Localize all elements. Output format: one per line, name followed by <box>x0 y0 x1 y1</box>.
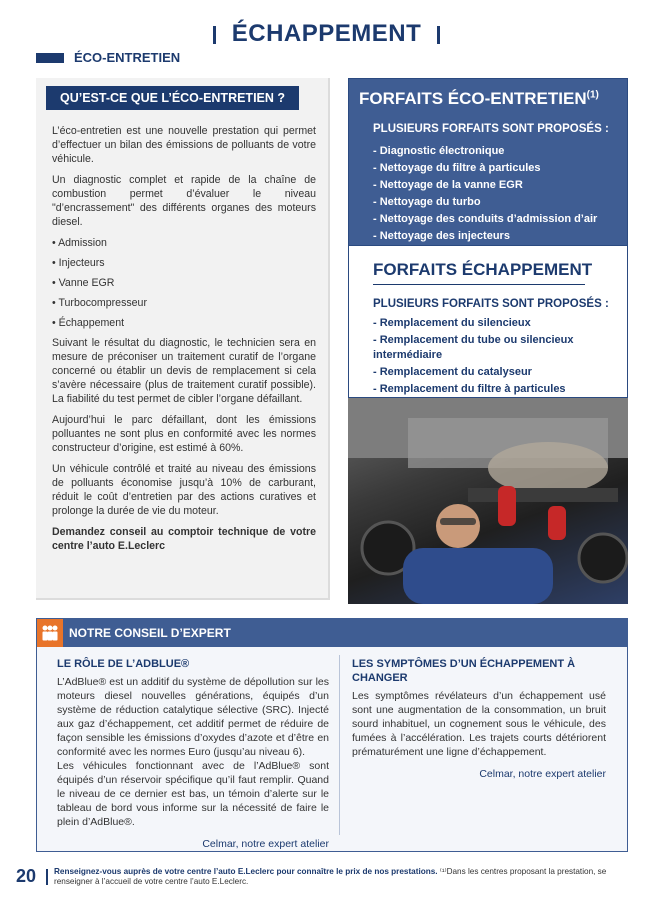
symptoms-column <box>352 657 606 781</box>
list-item: - Diagnostic électronique <box>373 145 505 157</box>
forfaits-echappement-title: FORFAITS ÉCHAPPEMENT <box>373 260 593 279</box>
footer-text <box>54 867 638 886</box>
expert-advice-heading: NOTRE CONSEIL D’EXPERT <box>69 626 231 640</box>
list-item: - Remplacement du catalyseur <box>373 366 532 378</box>
expert-advice-header <box>37 619 627 647</box>
eco-entretien-box <box>36 78 330 600</box>
paragraph: Un diagnostic complet et rapide de la chaîne de combustion permet d’évaluer le niveau "d’encrassement" des différents organes des moteurs diesel. <box>52 174 316 228</box>
forfaits-echappement-box <box>348 246 628 398</box>
list-item: • Turbocompresseur <box>52 297 147 309</box>
forfaits-eco-subtitle: PLUSIEURS FORFAITS SONT PROPOSÉS : <box>373 123 609 135</box>
list-item: - Remplacement du tube ou silencieux intermédiaire <box>373 334 574 361</box>
list-item: - Nettoyage des conduits d’admission d’air <box>373 213 598 225</box>
forfaits-echappement-subtitle: PLUSIEURS FORFAITS SONT PROPOSÉS : <box>373 298 609 310</box>
list-item: • Échappement <box>52 317 125 329</box>
list-item: - Nettoyage du turbo <box>373 196 481 208</box>
list-item: • Admission <box>52 237 107 249</box>
footer-bar <box>46 869 48 885</box>
section-tag-label: ÉCO-ENTRETIEN <box>74 50 181 65</box>
list-item: - Nettoyage des injecteurs <box>373 230 510 242</box>
title-bar-left <box>213 26 216 44</box>
list-item: - Nettoyage du filtre à particules <box>373 162 541 174</box>
section-tag <box>36 50 180 65</box>
list-item: • Vanne EGR <box>52 277 115 289</box>
forfaits-eco-title-text: FORFAITS ÉCO-ENTRETIEN <box>359 89 587 108</box>
cta-text: Demandez conseil au comptoir technique de votre centre l’auto E.Leclerc <box>52 526 316 552</box>
people-icon <box>37 619 63 647</box>
title-bar-right <box>437 26 440 44</box>
mechanic-photo <box>348 398 628 604</box>
paragraph: Les symptômes révélateurs d’un échappement usé sont une augmentation de la consommation, un bruit sourd inhabituel, un cognement sous le véhicule, des fumées à l’accélération. Les trajets courts détériorent prématurément une ligne d’échappement. <box>352 690 606 758</box>
footer-note: ⁽¹⁾Dans les centres proposant la prestation, se renseigner à l’accueil de votre centre l’auto E.Leclerc. <box>54 867 607 886</box>
divider <box>373 284 585 285</box>
footnote-marker: (1) <box>586 89 599 101</box>
symptoms-title: LES SYMPTÔMES D’UN ÉCHAPPEMENT À CHANGER <box>352 658 576 684</box>
list-item: • Injecteurs <box>52 257 105 269</box>
forfaits-eco-title <box>359 89 599 109</box>
mechanic-illustration <box>348 398 628 604</box>
organ-list <box>52 236 316 330</box>
paragraph: Suivant le résultat du diagnostic, le technicien sera en mesure de préconiser un traitement curatif de l’organe concerné ou établir un devis de remplacement si cela s’avère nécessaire (plus de traitement curatif possible). La fiabilité du test permet de cibler l’organe défaillant. <box>52 337 316 405</box>
list-item: - Remplacement du filtre à particules <box>373 383 566 395</box>
forfaits-echappement-list <box>373 316 613 399</box>
column-divider <box>339 655 340 835</box>
adblue-title: LE RÔLE DE L’ADBLUE® <box>57 658 190 670</box>
expert-signature: Celmar, notre expert atelier <box>202 838 329 850</box>
list-item: - Remplacement du silencieux <box>373 317 531 329</box>
expert-advice-box <box>36 618 628 852</box>
paragraph: Un véhicule contrôlé et traité au niveau des émissions de polluants économise jusqu’à 10% de carburant, réduit le coût d’entretien par des actions curatives et prolonge la durée de vie du moteur. <box>52 463 316 517</box>
adblue-column <box>57 657 329 851</box>
page-title-text: ÉCHAPPEMENT <box>231 20 422 47</box>
forfaits-eco-box <box>348 78 628 246</box>
expert-signature: Celmar, notre expert atelier <box>479 768 606 780</box>
paragraph: L’éco-entretien est une nouvelle prestation qui permet d’effectuer un bilan des émissions de polluants de votre véhicule. <box>52 125 316 165</box>
footer-bold-text: Renseignez-vous auprès de votre centre l’auto E.Leclerc pour connaître le prix de nos prestations. <box>54 867 438 876</box>
eco-entretien-text <box>52 124 316 560</box>
list-item: - Nettoyage de la vanne EGR <box>373 179 523 191</box>
section-tag-block <box>36 53 64 63</box>
forfaits-eco-list <box>373 143 597 245</box>
eco-entretien-heading: QU’EST-CE QUE L’ÉCO-ENTRETIEN ? <box>46 86 299 110</box>
paragraph: Les véhicules fonctionnant avec de l’AdBlue® sont équipés d’un réservoir spécifique qu’il faut remplir. Quand le niveau de ce dernier est bas, un témoin d’alerte sur le tableau de bord vous informe sur la nécessité de faire le plein d’AdBlue®. <box>57 760 329 828</box>
page-title <box>0 20 653 48</box>
paragraph: Aujourd’hui le parc défaillant, dont les émissions polluantes ne sont plus en conformité avec les normes constructeur d’origine, est estimé à 60%. <box>52 414 316 454</box>
page-number: 20 <box>16 866 37 886</box>
paragraph: L’AdBlue® est un additif du système de dépollution sur les moteurs diesel nouvelles générations, équipés d’un système de réduction catalytique sélective (SRC). Injecté aux gaz d’échappement, cet additif permet de réduire de façon sensible les émissions d’oxydes d’azote et d’être en conformité avec les normes Euro (jusqu’au niveau 6). <box>57 676 329 758</box>
